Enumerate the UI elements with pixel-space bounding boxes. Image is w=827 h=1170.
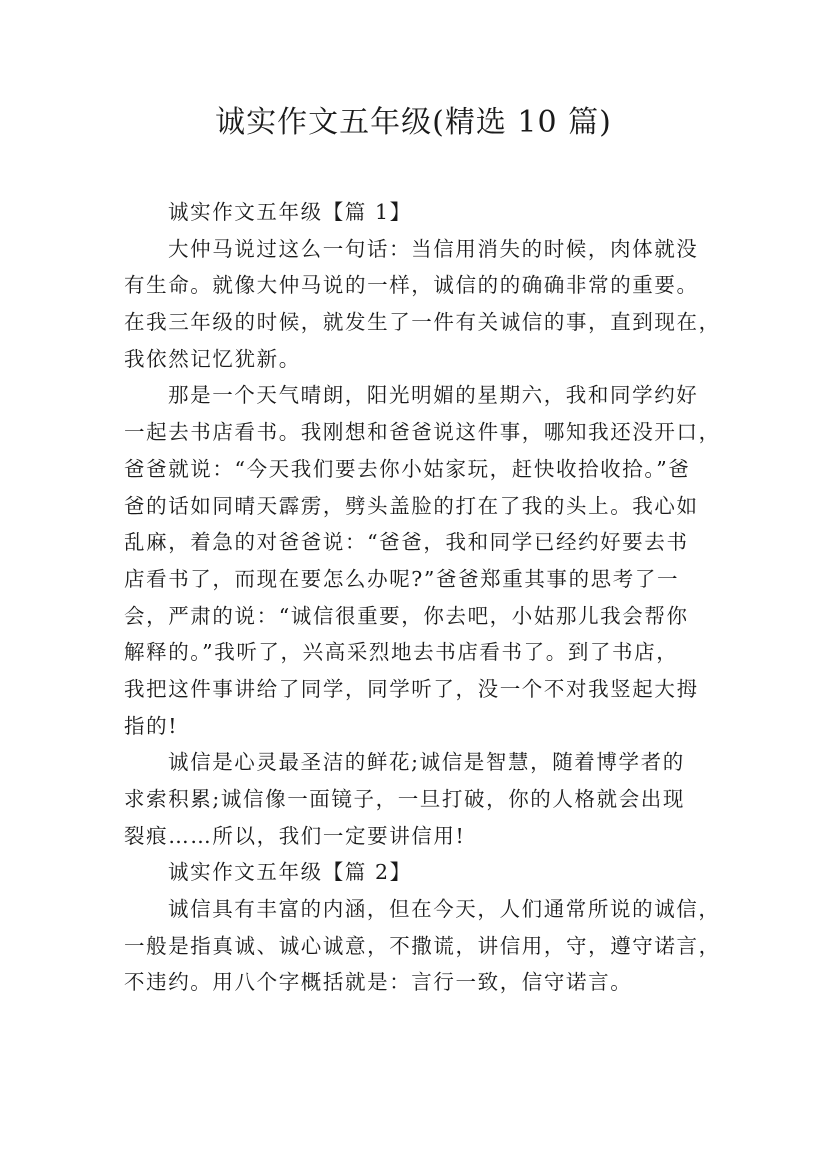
- section-heading-2: 诚实作文五年级【篇 2】: [168, 860, 412, 885]
- document-title: 诚实作文五年级(精选 10 篇): [215, 105, 612, 140]
- paragraph-line: 我把这件事讲给了同学，同学听了，没一个不对我竖起大拇: [124, 676, 699, 701]
- paragraph-line: 解释的。”我听了，兴高采烈地去书店看书了。到了书店，: [124, 640, 679, 665]
- paragraph-line: 爸的话如同晴天霹雳，劈头盖脸的打在了我的头上。我心如: [124, 493, 699, 518]
- section-heading-1: 诚实作文五年级【篇 1】: [168, 200, 412, 224]
- paragraph-line: 爸爸就说：“今天我们要去你小姑家玩，赶快收拾收拾。”爸: [124, 456, 691, 481]
- paragraph-line: 一起去书店看书。我刚想和爸爸说这件事，哪知我还没开口，: [124, 420, 721, 445]
- paragraph-line: 不违约。用八个字概括就是：言行一致，信守诺言。: [124, 970, 633, 995]
- paragraph-line: 诚信是心灵最圣洁的鲜花;诚信是智慧，随着博学者的: [168, 750, 685, 775]
- paragraph-line: 指的!: [124, 713, 179, 738]
- paragraph-line: 乱麻，着急的对爸爸说：“爸爸，我和同学已经约好要去书: [124, 530, 689, 555]
- paragraph-line: 在我三年级的时候，就发生了一件有关诚信的事，直到现在，: [124, 310, 721, 335]
- paragraph-line: 那是一个天气晴朗，阳光明媚的星期六，我和同学约好: [168, 383, 699, 408]
- paragraph-line: 裂痕……所以，我们一定要讲信用!: [124, 823, 466, 848]
- paragraph-line: 我依然记忆犹新。: [124, 346, 301, 371]
- paragraph-line: 有生命。就像大仲马说的一样，诚信的的确确非常的重要。: [124, 273, 699, 298]
- paragraph-line: 一般是指真诚、诚心诚意，不撒谎，讲信用，守，遵守诺言，: [124, 933, 721, 958]
- paragraph-line: 会，严肃的说：“诚信很重要，你去吧，小姑那儿我会帮你: [124, 603, 689, 628]
- paragraph-line: 大仲马说过这么一句话：当信用消失的时候，肉体就没: [168, 236, 699, 261]
- document-body: [124, 194, 721, 1001]
- paragraph-line: 求索积累;诚信像一面镜子，一旦打破，你的人格就会出现: [124, 787, 686, 811]
- paragraph-line: 诚信具有丰富的内涵，但在今天，人们通常所说的诚信，: [168, 897, 721, 922]
- paragraph-line: 店看书了，而现在要怎么办呢?”爸爸郑重其事的思考了一: [124, 566, 680, 591]
